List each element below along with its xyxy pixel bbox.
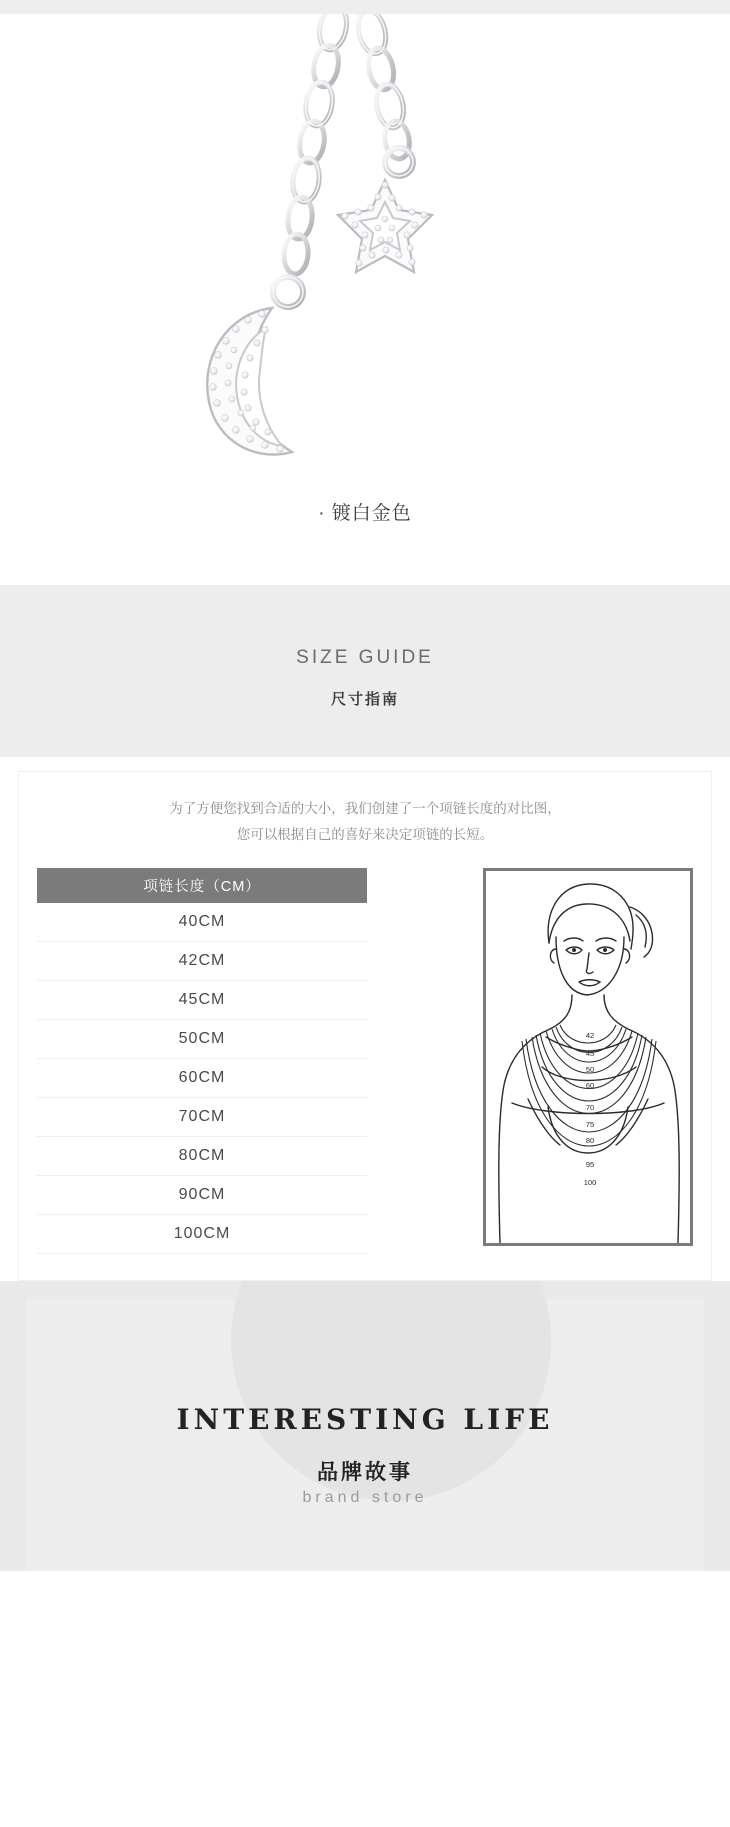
product-color-caption: · 镀白金色 [318,503,412,524]
necklace-length-table [37,868,367,1254]
star-pendant-icon [338,180,432,272]
table-row: 42CM [37,942,367,981]
star-bail-ring [385,148,413,176]
brand-title-cn: 品牌故事 [317,1461,413,1484]
table-row: 90CM [37,1176,367,1215]
figure-label: 60 [585,1081,595,1090]
hero-product-section [0,0,730,585]
size-guide-title-cn: 尺寸指南 [330,691,399,708]
figure-label: 50 [585,1065,595,1074]
chain-left [283,14,351,275]
figure-label: 75 [585,1120,595,1129]
chain-right [354,14,412,161]
size-guide-card [18,771,712,1281]
figure-label: 45 [585,1049,595,1058]
size-guide-intro-line-1: 为了方便您找到合适的大小，我们创建了一个项链长度的对比图， [169,801,561,816]
table-row: 40CM [37,903,367,942]
size-guide-columns [37,868,693,1254]
brand-subtitle-en: brand store [302,1489,428,1506]
figure-label: 95 [585,1160,595,1169]
necklace-length-figure [483,868,693,1246]
figure-label: 42 [585,1031,595,1040]
moon-bail-ring [273,277,303,307]
figure-label: 70 [585,1103,595,1112]
female-torso-necklace-length-diagram-icon [486,871,690,1243]
size-guide-header [0,585,730,757]
table-header-length: 项链长度（CM） [37,868,367,903]
table-row: 100CM [37,1215,367,1254]
table-row: 80CM [37,1137,367,1176]
figure-label: 100 [583,1178,597,1187]
table-row: 45CM [37,981,367,1020]
brand-story-section [0,1281,730,1571]
figure-label: 80 [585,1136,595,1145]
table-row: 70CM [37,1098,367,1137]
product-photo [0,14,730,474]
size-guide-body [0,757,730,1281]
figure-length-labels [584,1031,597,1187]
size-guide-intro [47,796,683,848]
size-guide-intro-line-2: 您可以根据自己的喜好来决定项链的长短。 [236,827,494,842]
necklace-pendants-illustration [0,14,730,474]
brand-title-en: INTERESTING LIFE [176,1403,554,1436]
crescent-moon-pendant-icon [207,308,292,455]
table-row: 50CM [37,1020,367,1059]
top-divider-strip [0,0,730,14]
size-guide-title-en: SIZE GUIDE [296,647,434,668]
table-row: 60CM [37,1059,367,1098]
